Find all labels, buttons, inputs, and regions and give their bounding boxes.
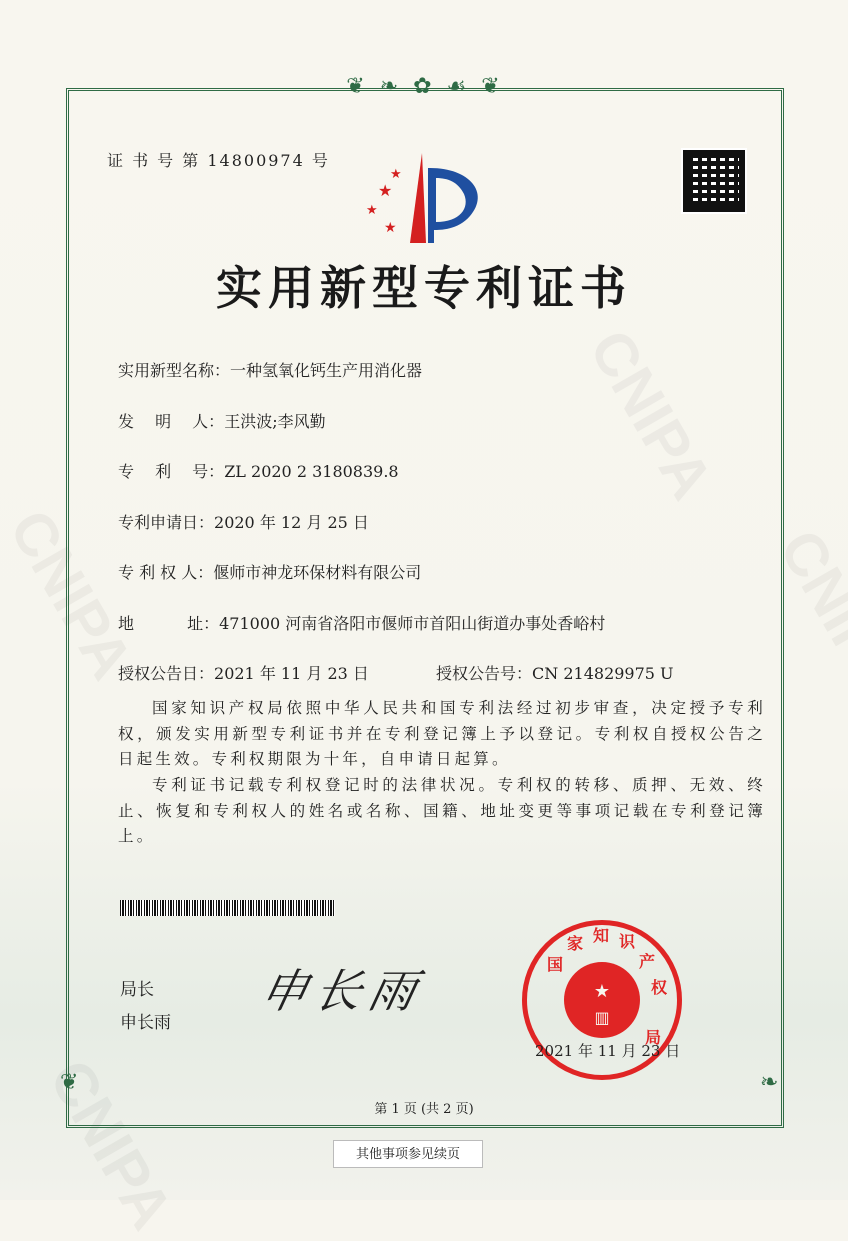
field-label: 授权公告号： <box>436 664 533 683</box>
field-value: 471000 河南省洛阳市偃师市首阳山街道办事处香峪村 <box>219 614 606 633</box>
field-value: 王洪波;李风勤 <box>224 412 326 431</box>
field-patentee <box>118 560 421 583</box>
field-value: CN 214829975 U <box>532 664 674 683</box>
field-patent-number <box>118 459 399 482</box>
signatory-title: 局长 <box>120 980 154 1000</box>
field-inventors <box>118 409 326 432</box>
field-application-date <box>118 510 369 533</box>
field-announcement-number <box>436 661 674 684</box>
svg-text:权: 权 <box>651 978 668 997</box>
field-label: 专 利 权 人： <box>118 563 214 582</box>
qr-code <box>683 150 745 212</box>
field-value: 2021 年 11 月 23 日 <box>214 664 369 683</box>
field-value: 2020 年 12 月 25 日 <box>214 513 369 532</box>
handwritten-signature <box>255 955 431 1021</box>
svg-text:★: ★ <box>593 981 611 1002</box>
certificate-title: 实用新型专利证书 <box>216 261 632 315</box>
seal-date: 2021 年 11 月 23 日 <box>535 1042 681 1060</box>
corner-ornament-icon: ❧ <box>760 1070 779 1095</box>
paragraph-legal-status: 专利证书记载专利权登记时的法律状况。专利权的转移、质押、无效、终止、恢复和专利权人的姓名或名称、国籍、地址变更等事项记载在专利登记簿上。 <box>118 776 766 845</box>
svg-text:★: ★ <box>384 220 397 236</box>
barcode <box>120 900 335 916</box>
certificate-number: 证 书 号 第 14800974 号 <box>107 151 330 170</box>
cnipa-logo <box>360 148 490 248</box>
field-address <box>118 611 605 634</box>
field-value: 一种氢氧化钙生产用消化器 <box>230 361 423 380</box>
page-info: 第 1 页 (共 2 页) <box>374 1102 474 1117</box>
svg-text:★: ★ <box>366 203 378 218</box>
continuation-note: 其他事项参见续页 <box>333 1140 483 1168</box>
top-ornament-icon: ❦ ❧ ✿ ☙ ❦ <box>346 74 504 99</box>
svg-text:局: 局 <box>645 1028 662 1047</box>
svg-text:知: 知 <box>593 926 610 945</box>
field-value: ZL 2020 2 3180839.8 <box>224 462 399 481</box>
field-label: 专 利 号： <box>118 462 225 481</box>
field-grant-date <box>118 661 369 684</box>
field-label: 地 址： <box>118 614 220 633</box>
svg-text:★: ★ <box>390 167 402 182</box>
paragraph-grant: 国家知识产权局依照中华人民共和国专利法经过初步审查，决定授予专利权，颁发实用新型专利证书并在专利登记簿上予以登记。专利权自授权公告之日起生效。专利权期限为十年，自申请日起算。 <box>118 699 766 768</box>
field-value: 偃师市神龙环保材料有限公司 <box>213 563 422 582</box>
svg-text:识: 识 <box>619 932 636 951</box>
signature-text: 申长雨 <box>255 964 430 1018</box>
field-label: 专利申请日： <box>118 513 215 532</box>
field-label: 发 明 人： <box>118 412 225 431</box>
svg-text:▥: ▥ <box>594 1008 610 1027</box>
svg-text:家: 家 <box>567 934 584 953</box>
svg-text:★: ★ <box>378 181 393 200</box>
field-label: 授权公告日： <box>118 664 215 683</box>
svg-text:产: 产 <box>639 952 656 971</box>
svg-text:国: 国 <box>547 955 564 974</box>
corner-ornament-icon: ❦ <box>60 1070 79 1095</box>
field-label: 实用新型名称： <box>118 361 231 380</box>
signatory-name: 申长雨 <box>120 1013 171 1033</box>
field-utility-model-name <box>118 358 422 381</box>
